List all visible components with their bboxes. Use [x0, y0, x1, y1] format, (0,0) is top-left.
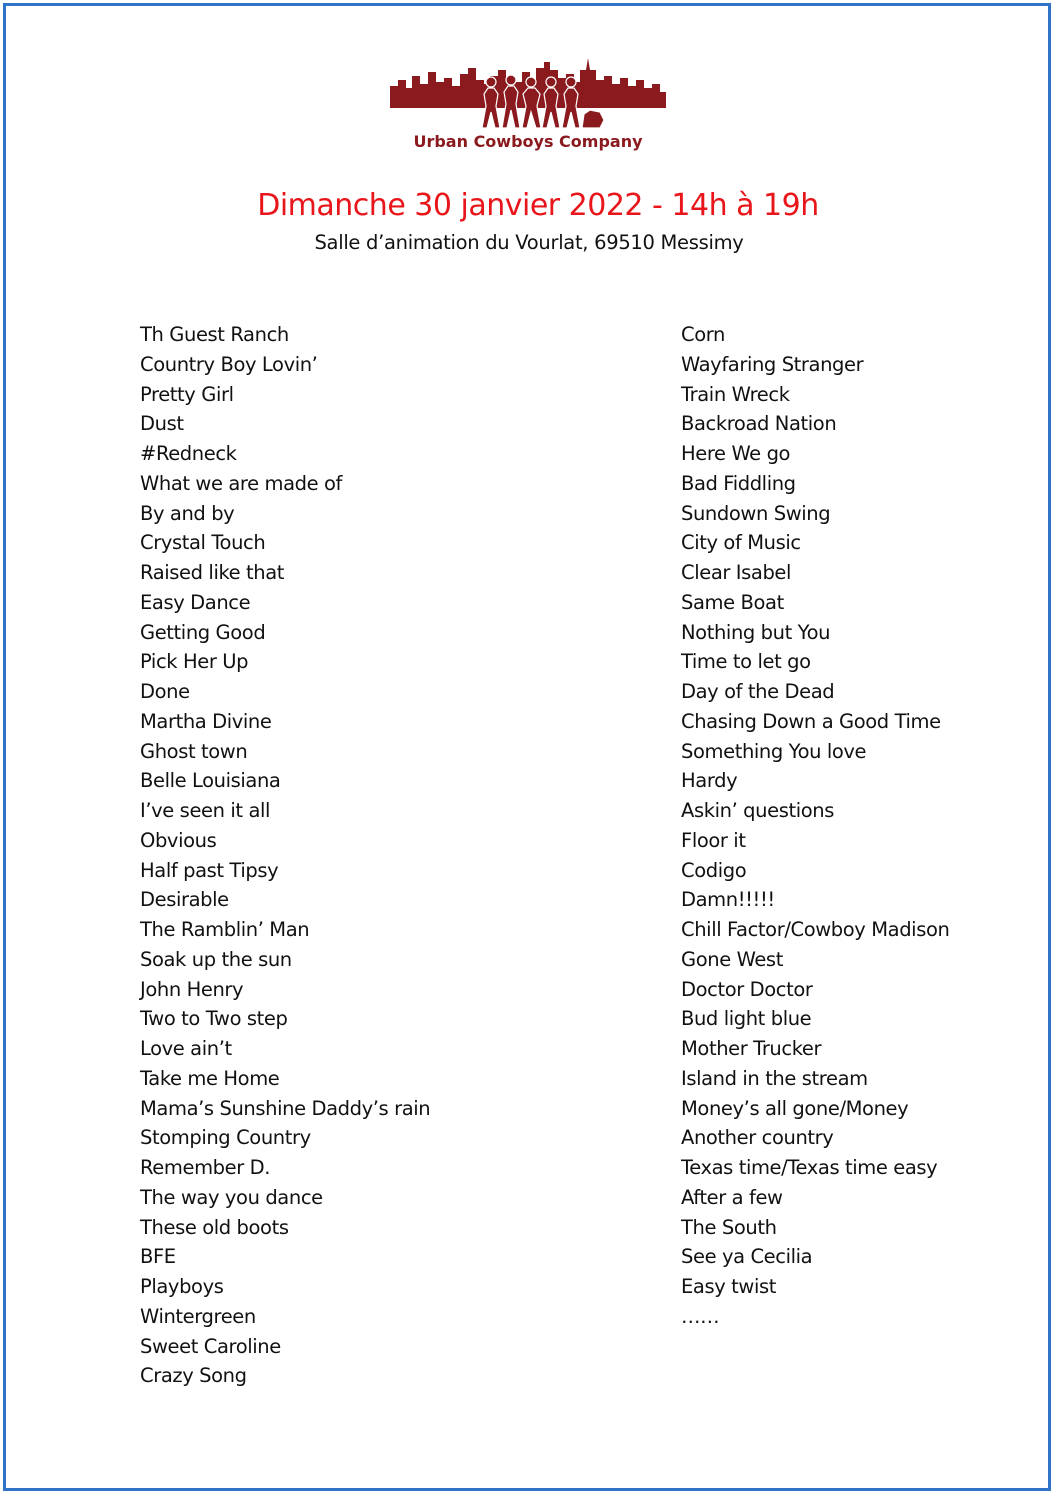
- song-item: Remember D.: [140, 1156, 271, 1179]
- song-item: Martha Divine: [140, 709, 272, 733]
- song-item: Dust: [140, 412, 184, 436]
- song-item: Floor it: [681, 828, 746, 852]
- song-item: Nothing but You: [681, 620, 831, 644]
- song-item: Backroad Nation: [681, 412, 837, 436]
- song-item: Crazy Song: [140, 1364, 247, 1388]
- song-item: Pick Her Up: [140, 650, 249, 674]
- song-item: #Redneck: [140, 442, 237, 465]
- song-list-right: [681, 320, 1021, 1332]
- song-item: Texas time/Texas time easy: [681, 1156, 938, 1179]
- song-item: What we are made of: [140, 471, 343, 495]
- song-item: Country Boy Lovin’: [140, 352, 318, 376]
- song-item: Chasing Down a Good Time: [681, 709, 941, 733]
- song-item: Day of the Dead: [681, 680, 835, 703]
- song-item: BFE: [140, 1245, 176, 1269]
- song-list-left: [140, 320, 560, 1391]
- song-item: Getting Good: [140, 620, 266, 644]
- logo-text: Urban Cowboys Company: [413, 132, 643, 151]
- song-item: See ya Cecilia: [681, 1245, 813, 1269]
- song-item: Gone West: [681, 947, 783, 971]
- city-skyline-logo-graphic: [390, 58, 666, 136]
- song-item: Th Guest Ranch: [140, 323, 289, 346]
- song-item: The way you dance: [140, 1185, 323, 1209]
- song-item: Half past Tipsy: [140, 858, 279, 882]
- song-item: Chill Factor/Cowboy Madison: [681, 918, 950, 941]
- song-item: Doctor Doctor: [681, 977, 813, 1001]
- song-item: Crystal Touch: [140, 531, 266, 555]
- song-item: Sundown Swing: [681, 501, 831, 525]
- event-title: Dimanche 30 janvier 2022 - 14h à 19h: [257, 188, 819, 223]
- song-item: Two to Two step: [140, 1007, 288, 1031]
- song-item: Love ain’t: [140, 1037, 232, 1060]
- song-item: Damn!!!!!: [681, 888, 775, 912]
- song-item: Easy twist: [681, 1275, 776, 1298]
- song-item: Ghost town: [140, 739, 248, 763]
- event-location: Salle d’animation du Vourlat, 69510 Messimy: [314, 231, 744, 254]
- song-item: Another country: [681, 1126, 834, 1150]
- song-item: Stomping Country: [140, 1126, 311, 1150]
- song-item: These old boots: [140, 1215, 289, 1239]
- song-item: After a few: [681, 1185, 783, 1209]
- song-item: Soak up the sun: [140, 947, 292, 971]
- song-item: Codigo: [681, 858, 747, 882]
- song-item: Wintergreen: [140, 1304, 256, 1328]
- song-item: Obvious: [140, 828, 217, 852]
- song-item: Askin’ questions: [681, 799, 834, 822]
- song-item: Train Wreck: [681, 382, 790, 406]
- song-item: Done: [140, 680, 190, 703]
- song-item: By and by: [140, 501, 235, 525]
- song-item: Clear Isabel: [681, 561, 792, 584]
- song-item: The Ramblin’ Man: [140, 918, 310, 941]
- song-item: Bud light blue: [681, 1007, 812, 1031]
- song-item: ……: [681, 1304, 720, 1328]
- song-item: Here We go: [681, 442, 791, 465]
- song-item: Hardy: [681, 769, 738, 793]
- song-item: Take me Home: [140, 1066, 280, 1090]
- song-item: Same Boat: [681, 590, 784, 614]
- song-item: Mother Trucker: [681, 1037, 822, 1060]
- company-logo: [390, 58, 666, 158]
- song-item: Easy Dance: [140, 590, 251, 614]
- song-item: Mama’s Sunshine Daddy’s rain: [140, 1096, 431, 1120]
- song-item: Bad Fiddling: [681, 471, 796, 495]
- song-item: Corn: [681, 323, 725, 346]
- song-item: John Henry: [140, 977, 244, 1001]
- song-item: The South: [681, 1215, 777, 1239]
- song-item: Playboys: [140, 1275, 224, 1298]
- song-item: Something You love: [681, 739, 867, 763]
- song-item: Money’s all gone/Money: [681, 1096, 909, 1120]
- song-item: Belle Louisiana: [140, 769, 281, 793]
- song-item: Pretty Girl: [140, 382, 234, 406]
- song-item: City of Music: [681, 531, 801, 555]
- song-item: I’ve seen it all: [140, 799, 271, 822]
- song-item: Desirable: [140, 888, 229, 912]
- song-item: Island in the stream: [681, 1066, 868, 1090]
- song-item: Raised like that: [140, 561, 285, 584]
- song-item: Wayfaring Stranger: [681, 352, 864, 376]
- song-item: Time to let go: [681, 650, 811, 674]
- song-item: Sweet Caroline: [140, 1334, 281, 1358]
